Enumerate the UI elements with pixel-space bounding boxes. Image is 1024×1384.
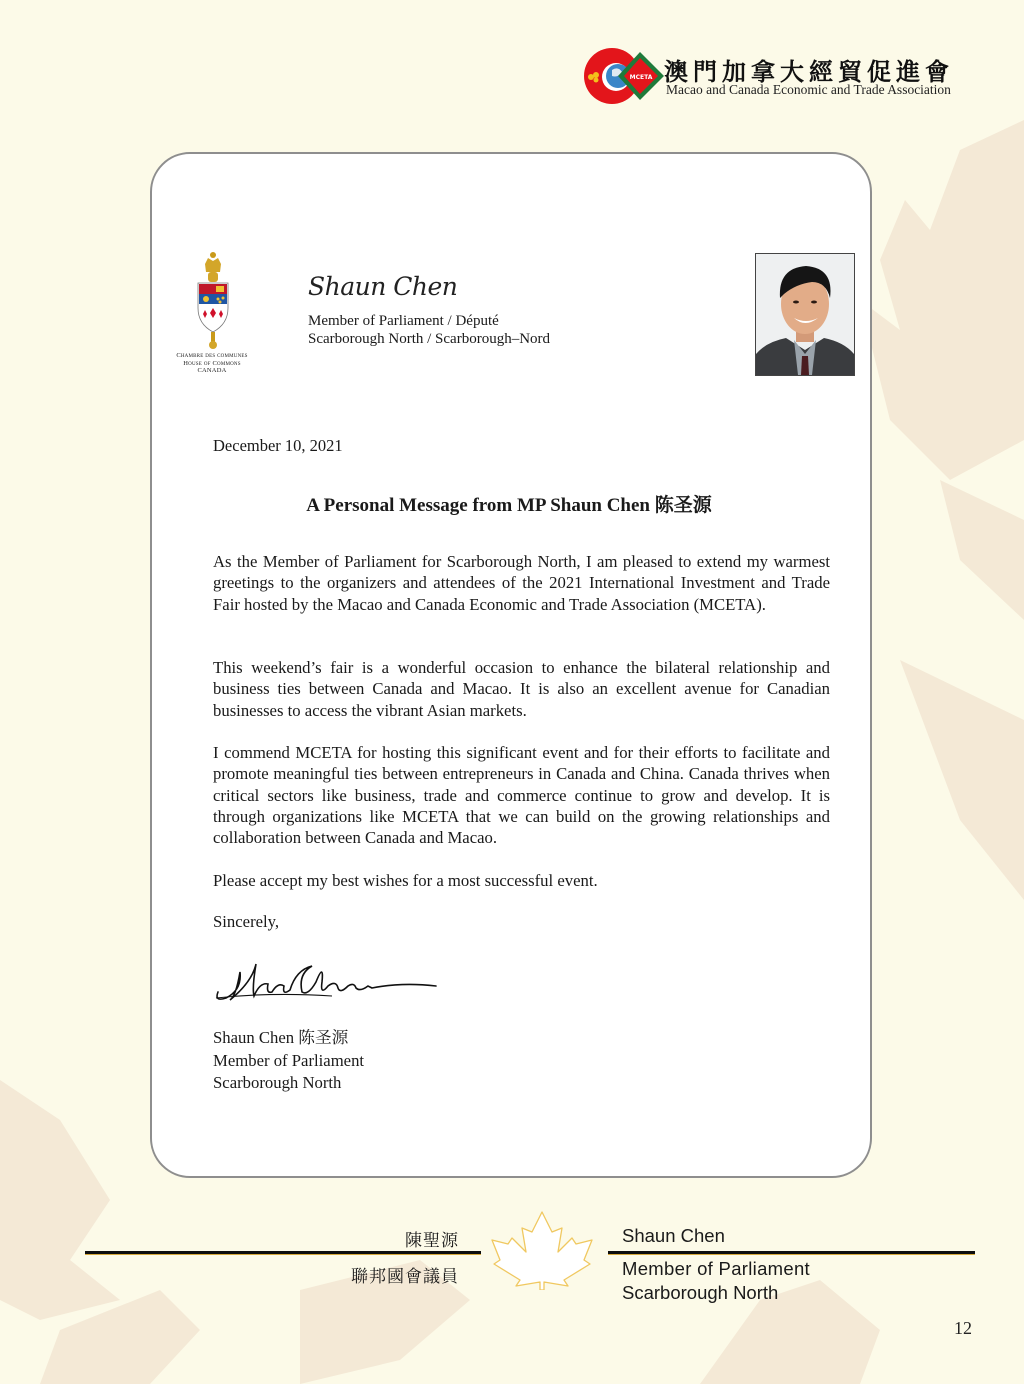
footer-rule-right <box>608 1251 975 1255</box>
footer-title-english: Member of Parliament <box>622 1258 810 1279</box>
maple-leaf-icon <box>486 1208 598 1290</box>
crest-caption <box>160 352 264 375</box>
body-paragraph: This weekend’s fair is a wonderful occasion to enhance the bilateral relationship and business ties between Canada and Macao. It is also an excellent avenue for Canadian businesses to access the vibrant Asian markets. <box>213 658 830 720</box>
footer-riding-english: Scarborough North <box>622 1282 779 1303</box>
letterhead-role: Member of Parliament / Député <box>308 313 499 329</box>
page-number: 12 <box>954 1318 972 1338</box>
mp-portrait-photo <box>755 253 855 376</box>
crest-caption-country: CANADA <box>197 367 227 374</box>
logo-badge-text: MCETA <box>629 74 653 81</box>
signer-name: Shaun Chen 陈圣源 <box>213 1028 349 1047</box>
signer-riding: Scarborough North <box>213 1073 342 1092</box>
body-paragraph: As the Member of Parliament for Scarborough North, I am pleased to extend my warmest greetings to the organizers and attendees of the 2021 International Investment and Trade Fair hosted by the Macao and Canada Economic and Trade Association (MCETA). <box>213 552 830 614</box>
footer-name-chinese: 陳聖源 <box>405 1231 459 1251</box>
footer-title-chinese: 聯邦國會議員 <box>351 1267 459 1287</box>
body-paragraph: Please accept my best wishes for a most successful event. <box>213 871 598 890</box>
handwritten-signature <box>212 952 442 1012</box>
letter-date: December 10, 2021 <box>213 436 343 455</box>
letterhead-riding: Scarborough North / Scarborough–Nord <box>308 331 551 347</box>
signature-block <box>213 1027 364 1095</box>
body-paragraph: I commend MCETA for hosting this significant event and for their efforts to facilitate and promote meaningful ties between entrepreneurs in Canada and China. Canada thrives when critical sectors like business, trade and commerce continue to grow and develop. It is through organizations like MCETA that we can build on the growing relationships and collaboration between Canada and Macao. <box>213 743 830 848</box>
portrait-icon <box>756 254 854 375</box>
signer-title: Member of Parliament <box>213 1050 365 1070</box>
letterhead-script-name: Shaun Chen <box>308 272 458 301</box>
org-name-english: Macao and Canada Economic and Trade Association <box>666 82 951 97</box>
message-title: A Personal Message from MP Shaun Chen 陈圣源 <box>306 495 712 516</box>
crest-caption-fr: Chambre des communes <box>176 352 248 359</box>
footer-rule-left <box>85 1251 481 1255</box>
crest-caption-en: House of Commons <box>183 359 241 367</box>
mceta-logo <box>582 46 664 106</box>
letter-closing: Sincerely, <box>213 912 280 931</box>
house-of-commons-crest-icon <box>196 250 230 350</box>
footer-name-english: Shaun Chen <box>622 1225 725 1246</box>
org-name-chinese: 澳門加拿大經貿促進會 <box>664 57 954 86</box>
